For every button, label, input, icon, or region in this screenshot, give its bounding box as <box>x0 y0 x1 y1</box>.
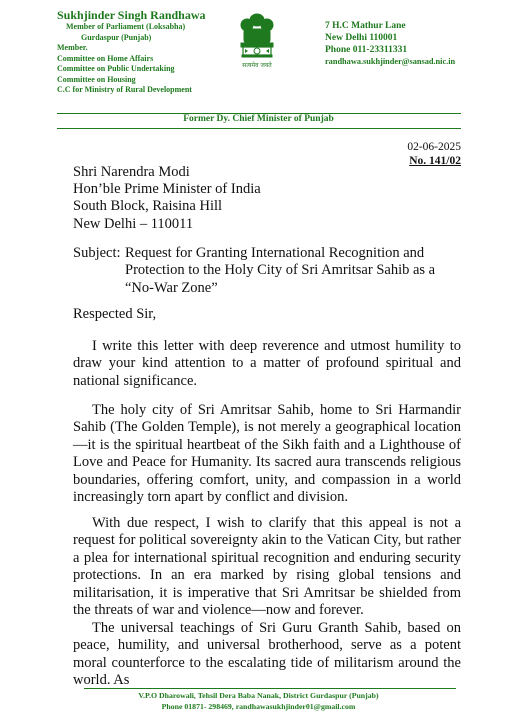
subject-text: Request for Granting International Recognition and Protection to the Holy City of Sri Amritsar Sahib as a “No-War Zone” <box>125 245 436 296</box>
body-paragraph-3: With due respect, I wish to clarify that this appeal is not a request for political sovereignty akin to the Vatican City, but rather a plea for international spiritual recognition and enduring security protections. In an era marked by rising global tensions and militarisation, it is imperative that Sri Amritsar be shielded from the threats of war and violence—now and forever. <box>73 515 461 619</box>
reference-number: No. 141/02 <box>409 155 461 167</box>
footer-divider <box>84 688 456 689</box>
subject-label: Subject: <box>73 245 121 261</box>
recipient-office: South Block, Raisina Hill <box>73 198 223 215</box>
recipient-name: Shri Narendra Modi <box>73 164 190 180</box>
committee-public-undertaking: Committee on Public Undertaking <box>57 64 175 73</box>
phone-line: Phone 011-23311331 <box>325 45 408 55</box>
body-paragraph-2: The holy city of Sri Amritsar Sahib, home to Sri Harmandir Sahib (The Golden Temple), is not merely a geographical location—it is the spiritual heartbeat of the Sikh faith and a Lighthouse of Love and Peace for Humanity. Its sacred aura transcends religious boundaries, offering comfort, unity, and compassion in a world increasingly torn apart by conflict and division. <box>73 402 461 506</box>
committee-rural-development: C.C for Ministry of Rural Development <box>57 85 192 94</box>
recipient-title: Hon’ble Prime Minister of India <box>73 181 261 198</box>
subject-table <box>73 245 463 297</box>
body-paragraph-4: The universal teachings of Sri Guru Granth Sahib, based on peace, humility, and universal brotherhood, serve as a potent moral counterforce to the escalating tide of militarism around the world. As <box>73 620 461 689</box>
body-paragraph-1: I write this letter with deep reverence and utmost humility to draw your kind attention to a matter of profound spiritual and national significance. <box>73 338 461 389</box>
footer-contact: Phone 01871- 298469, randhawasukhjinder01@gmail.com <box>161 702 356 711</box>
address-line-2: New Delhi 110001 <box>325 33 398 43</box>
letter-date: 02-06-2025 <box>407 141 461 153</box>
member-label: Member. <box>57 43 88 52</box>
letterhead-divider-bottom <box>57 128 461 129</box>
letterhead-member-block <box>57 8 247 96</box>
emblem-caption: सत्यमेव जयते <box>242 62 272 69</box>
committee-housing: Committee on Housing <box>57 74 136 84</box>
member-designation: Member of Parliament (Loksabha) <box>66 22 186 31</box>
address-line-1: 7 H.C Mathur Lane <box>325 21 406 31</box>
letterhead-title: Former Dy. Chief Minister of Punjab <box>183 114 334 124</box>
email-address: randhawa.sukhjinder@sansad.nic.in <box>325 57 456 66</box>
footer-address: V.P.O Dharowali, Tehsil Dera Baba Nanak, District Gurdaspur (Punjab) <box>138 691 379 700</box>
member-constituency: Gurdaspur (Punjab) <box>81 32 152 42</box>
recipient-city: New Delhi – 110011 <box>73 215 194 232</box>
recipient-address <box>73 164 261 233</box>
salutation: Respected Sir, <box>73 306 157 322</box>
committee-home-affairs: Committee on Home Affairs <box>57 53 154 63</box>
subject-line <box>73 245 463 297</box>
member-name: Sukhjinder Singh Randhawa <box>57 8 206 22</box>
national-emblem-icon <box>237 12 277 78</box>
letterhead-contact-block <box>325 20 515 68</box>
